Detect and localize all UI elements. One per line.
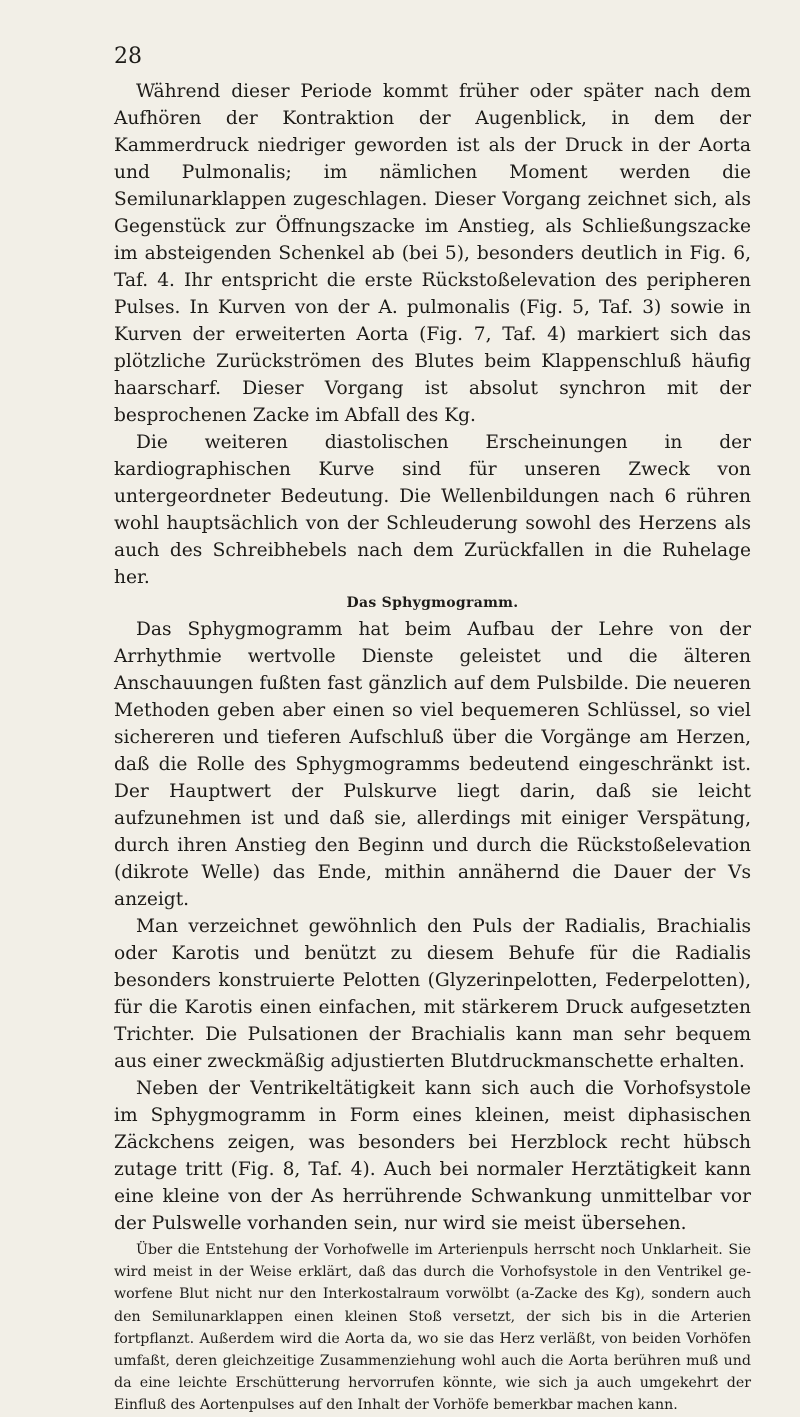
paragraph-pulse-recording: Man verzeichnet gewöhnlich den Puls der Radialis, Brachialis oder Karotis und benützt zu diesem Behufe für die Radialis besonders konstruierte Pelotten (Glyzerinpelotten, Federpelotten), für die Karotis einen einfachen, mit stärkerem Druck aufgesetzten Trichter. Die Pulsationen der Brachialis kann man sehr bequem aus einer zweckmäßig adjustierten Blutdruckmanschette erhalten. xyxy=(114,916,751,1072)
paragraph-sphygmogram-value: Das Sphygmogramm hat beim Aufbau der Lehre von der Arrhythmie wertvolle Dienste geleistet und die älteren Anschauungen fußten fast gänzlich auf dem Pulsbilde. Die neueren Methoden geben aber einen so viel bequemeren Schlüssel, so viel sichereren und tieferen Aufschluß über die Vorgänge am Herzen, daß die Rolle des Sphygmogramms bedeutend eingeschränkt ist. Der Hauptwert der Pulskurve liegt darin, daß sie leicht aufzunehmen ist und daß sie, allerdings mit einiger Verspätung, durch ihren Anstieg den Beginn und durch die Rückstoßelevation (dikrote Welle) das Ende, mithin annähernd die Dauer der Vs anzeigt. xyxy=(114,619,751,910)
footnote-atrial-wave: Über die Entstehung der Vorhofwelle im Arterienpuls herrscht noch Unklarheit. Sie wird meist in der Weise erklärt, daß das durch die Vorhofsystole in den Ventrikel geworfene Blut nicht nur den Interkostalraum vorwölbt (a-Zacke des Kg), sondern auch den Semilunarklappen einen kleinen Stoß versetzt, der sich bis in die Arterien fortpflanzt. Außerdem wird die Aorta da, wo sie das Herz verläßt, von beiden Vorhöfen umfaßt, deren gleichzeitige Zusammenziehung wohl auch die Aorta berühren muß und da eine leichte Erschütterung hervorrufen könnte, wie sich ja auch umgekehrt der Einfluß des Aortenpulses auf den Inhalt der Vorhöfe bemerkbar machen kann. xyxy=(114,1242,751,1414)
paragraph-semilunar-closure: Während dieser Periode kommt früher oder später nach dem Aufhören der Kontraktion der Augenblick, in dem der Kammerdruck niedriger geworden ist als der Druck in der Aorta und Pulmonalis; im nämlichen Moment werden die Semilunarklappen zugeschlagen. Dieser Vorgang zeichnet sich, als Gegenstück zur Öffnungszacke im Anstieg, als Schließungszacke im absteigenden Schenkel ab (bei 5), besonders deutlich in Fig. 6, Taf. 4. Ihr entspricht die erste Rückstoßelevation des peripheren Pulses. In Kurven von der A. pulmonalis (Fig. 5, Taf. 3) sowie in Kurven der erweiterten Aorta (Fig. 7, Taf. 4) markiert sich das plötzliche Zurückströmen des Blutes beim Klappenschluß häufig haarscharf. Dieser Vorgang ist absolut synchron mit der besprochenen Zacke im Abfall des Kg. xyxy=(114,81,751,426)
paragraph-atrial-systole: Neben der Ventrikeltätigkeit kann sich auch die Vorhofsystole im Sphygmogramm in Form eines kleinen, meist diphasischen Zäckchens zeigen, was besonders bei Herzblock recht hübsch zutage tritt (Fig. 8, Taf. 4). Auch bei normaler Herztätigkeit kann eine kleine von der As herrührende Schwankung unmittelbar vor der Pulswelle vorhanden sein, nur wird sie meist übersehen. xyxy=(114,1078,751,1234)
page-content xyxy=(114,78,751,1417)
paragraph-diastolic-phenomena: Die weiteren diastolischen Erscheinungen in der kardiographischen Kurve sind für unseren Zweck von untergeordneter Bedeutung. Die Wellenbildungen nach 6 rühren wohl hauptsächlich von der Schleuderung sowohl des Herzens als auch des Schreibhebels nach dem Zurückfallen in die Ruhelage her. xyxy=(114,432,751,588)
page-number: 28 xyxy=(114,44,142,69)
section-heading: Das Sphygmogramm. xyxy=(346,595,519,611)
